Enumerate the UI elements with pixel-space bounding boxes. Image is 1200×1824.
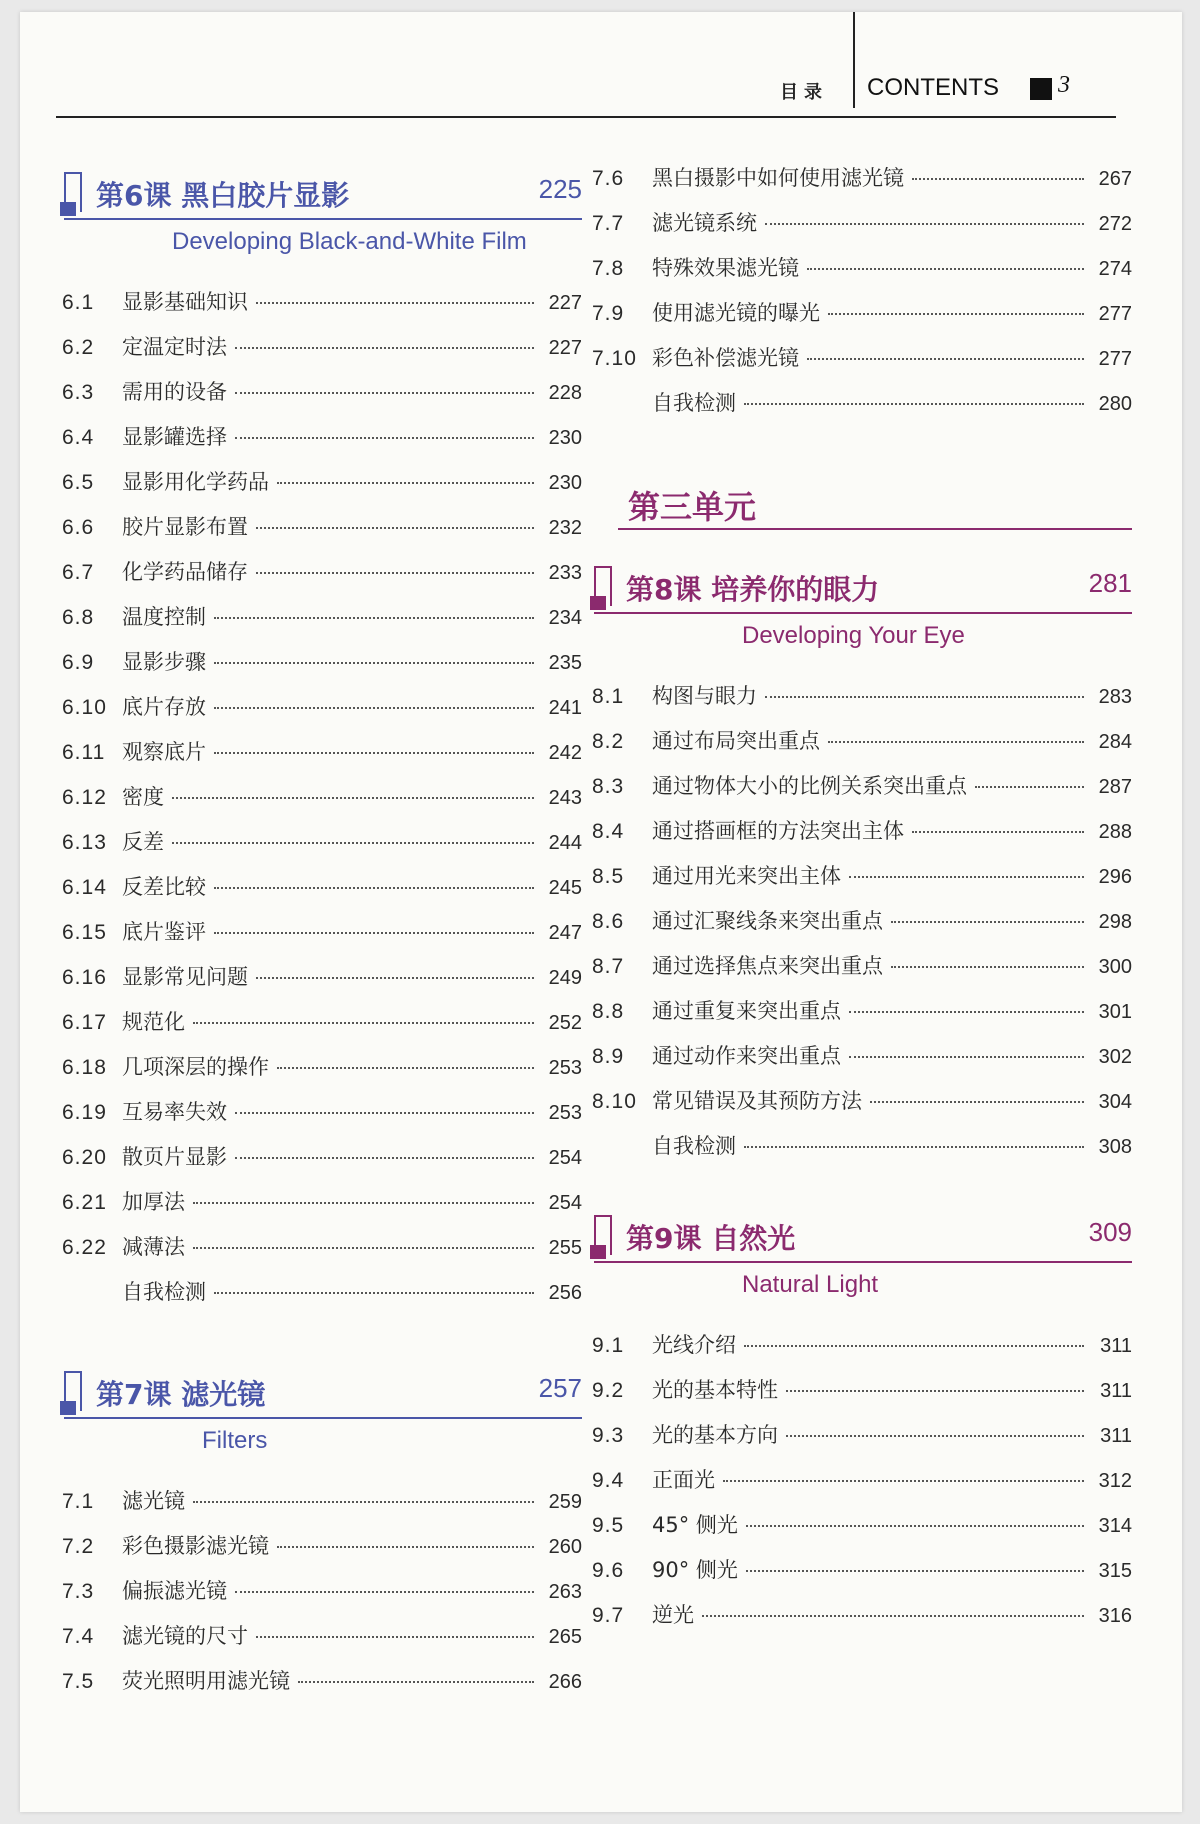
toc-entry-title: 滤光镜系统 bbox=[652, 211, 757, 235]
toc-entry-title: 构图与眼力 bbox=[652, 684, 757, 708]
toc-leader-dots bbox=[786, 1390, 1084, 1392]
toc-entry-page: 230 bbox=[548, 472, 582, 494]
toc-entry bbox=[592, 1374, 1132, 1419]
toc-entry-page: 255 bbox=[548, 1237, 582, 1259]
toc-entry-number: 7.4 bbox=[62, 1625, 95, 1648]
toc-entry bbox=[592, 387, 1132, 432]
toc-entry-number: 6.17 bbox=[62, 1011, 107, 1034]
toc-leader-dots bbox=[891, 921, 1084, 923]
toc-entry-title: 胶片显影布置 bbox=[122, 515, 248, 539]
toc-entry-number: 6.16 bbox=[62, 966, 107, 989]
unit-title: 第三单元 bbox=[628, 488, 757, 526]
toc-entry-page: 308 bbox=[1098, 1136, 1132, 1158]
toc-leader-dots bbox=[744, 403, 1084, 405]
header-title-en: CONTENTS bbox=[867, 74, 999, 101]
toc-entry-number: 8.10 bbox=[592, 1090, 637, 1113]
toc-entry bbox=[592, 770, 1132, 815]
toc-entry bbox=[62, 466, 582, 511]
toc-entry-title: 通过搭画框的方法突出主体 bbox=[652, 819, 904, 843]
toc-leader-dots bbox=[298, 1681, 534, 1683]
lesson-subtitle: Natural Light bbox=[742, 1271, 879, 1298]
toc-entry-title: 彩色补偿滤光镜 bbox=[652, 346, 799, 370]
toc-entry-title: 光线介绍 bbox=[652, 1333, 736, 1357]
toc-leader-dots bbox=[765, 223, 1084, 225]
toc-entry bbox=[62, 781, 582, 826]
toc-entry bbox=[592, 950, 1132, 995]
lesson-9-heading bbox=[592, 1205, 1132, 1297]
lesson-marker-square bbox=[60, 202, 76, 216]
toc-leader-dots bbox=[807, 358, 1084, 360]
lesson-title: 第7课 滤光镜 bbox=[96, 1378, 266, 1411]
toc-entry-page: 267 bbox=[1098, 168, 1132, 190]
toc-leader-dots bbox=[849, 1011, 1084, 1013]
lesson-subtitle: Developing Your Eye bbox=[742, 622, 965, 649]
toc-entry-number: 6.1 bbox=[62, 291, 95, 314]
toc-entry-number: 6.22 bbox=[62, 1236, 107, 1259]
toc-entry-page: 234 bbox=[548, 607, 582, 629]
toc-entry-number: 6.8 bbox=[62, 606, 95, 629]
toc-entry-page: 280 bbox=[1098, 393, 1132, 415]
toc-entry-page: 245 bbox=[548, 877, 582, 899]
toc-entry bbox=[592, 297, 1132, 342]
toc-leader-dots bbox=[235, 1157, 534, 1159]
toc-entry bbox=[592, 1130, 1132, 1175]
toc-entry-page: 243 bbox=[548, 787, 582, 809]
toc-entry-title: 显影基础知识 bbox=[122, 290, 248, 314]
toc-entry-title: 90° 侧光 bbox=[652, 1558, 738, 1582]
toc-leader-dots bbox=[702, 1615, 1084, 1617]
toc-leader-dots bbox=[193, 1022, 534, 1024]
toc-entry-number: 8.2 bbox=[592, 730, 625, 753]
toc-entry-title: 定温定时法 bbox=[122, 335, 227, 359]
toc-entry-title: 偏振滤光镜 bbox=[122, 1579, 227, 1603]
toc-entry bbox=[62, 1485, 582, 1530]
toc-entry-title: 黑白摄影中如何使用滤光镜 bbox=[652, 166, 904, 190]
toc-entry-number: 6.5 bbox=[62, 471, 95, 494]
toc-entry-number: 8.3 bbox=[592, 775, 625, 798]
toc-entry bbox=[592, 1554, 1132, 1599]
toc-leader-dots bbox=[723, 1480, 1084, 1482]
lesson-8-toc bbox=[592, 680, 1132, 1175]
toc-entry-title: 逆光 bbox=[652, 1603, 694, 1627]
toc-entry-number: 7.3 bbox=[62, 1580, 95, 1603]
toc-entry-page: 253 bbox=[548, 1057, 582, 1079]
toc-entry-page: 302 bbox=[1098, 1046, 1132, 1068]
toc-leader-dots bbox=[891, 966, 1084, 968]
toc-entry-title: 滤光镜 bbox=[122, 1489, 185, 1513]
toc-entry-number: 6.3 bbox=[62, 381, 95, 404]
toc-entry-title: 彩色摄影滤光镜 bbox=[122, 1534, 269, 1558]
toc-entry-number: 6.11 bbox=[62, 741, 106, 764]
lesson-subtitle: Developing Black-and-White Film bbox=[172, 228, 527, 255]
toc-entry-page: 265 bbox=[548, 1626, 582, 1648]
lesson-7-heading bbox=[62, 1361, 582, 1453]
toc-entry bbox=[62, 1575, 582, 1620]
header-title-cn: 目录 bbox=[780, 82, 828, 103]
toc-entry-title: 减薄法 bbox=[122, 1235, 185, 1259]
toc-entry-title: 滤光镜的尺寸 bbox=[122, 1624, 248, 1648]
toc-entry bbox=[592, 1599, 1132, 1644]
toc-entry bbox=[592, 342, 1132, 387]
toc-leader-dots bbox=[235, 437, 534, 439]
toc-entry-page: 241 bbox=[548, 697, 582, 719]
header-square-mark bbox=[1030, 78, 1052, 100]
toc-leader-dots bbox=[214, 1292, 534, 1294]
toc-entry-page: 228 bbox=[548, 382, 582, 404]
toc-entry-title: 常见错误及其预防方法 bbox=[652, 1089, 862, 1113]
toc-entry-page: 284 bbox=[1098, 731, 1132, 753]
toc-entry-number: 8.4 bbox=[592, 820, 625, 843]
toc-entry-page: 314 bbox=[1098, 1515, 1132, 1537]
toc-entry-number: 7.6 bbox=[592, 167, 625, 190]
toc-entry-number: 7.9 bbox=[592, 302, 625, 325]
lesson-title: 第6课 黑白胶片显影 bbox=[96, 179, 350, 212]
toc-entry-number: 9.3 bbox=[592, 1424, 625, 1447]
lesson-marker-square bbox=[590, 1245, 606, 1259]
header-divider bbox=[853, 12, 855, 108]
toc-entry-number: 6.21 bbox=[62, 1191, 107, 1214]
toc-entry bbox=[62, 961, 582, 1006]
toc-entry bbox=[62, 916, 582, 961]
toc-leader-dots bbox=[193, 1501, 534, 1503]
toc-entry-number: 9.6 bbox=[592, 1559, 625, 1582]
toc-entry-title: 密度 bbox=[122, 785, 164, 809]
toc-entry-page: 230 bbox=[548, 427, 582, 449]
lesson-7-toc bbox=[62, 1485, 582, 1710]
toc-entry-page: 235 bbox=[548, 652, 582, 674]
toc-entry bbox=[592, 1040, 1132, 1085]
toc-entry-page: 227 bbox=[548, 292, 582, 314]
toc-entry-title: 规范化 bbox=[122, 1010, 185, 1034]
lesson-9-toc bbox=[592, 1329, 1132, 1644]
toc-entry bbox=[592, 995, 1132, 1040]
toc-entry bbox=[62, 826, 582, 871]
toc-entry-page: 254 bbox=[548, 1192, 582, 1214]
toc-entry-title: 通过汇聚线条来突出重点 bbox=[652, 909, 883, 933]
toc-entry-number: 8.1 bbox=[592, 685, 625, 708]
lesson-page: 281 bbox=[1088, 568, 1132, 598]
toc-entry-title: 通过选择焦点来突出重点 bbox=[652, 954, 883, 978]
toc-entry-title: 光的基本方向 bbox=[652, 1423, 778, 1447]
toc-entry-page: 272 bbox=[1098, 213, 1132, 235]
toc-leader-dots bbox=[975, 786, 1084, 788]
header-rule bbox=[56, 116, 1116, 118]
toc-entry-page: 232 bbox=[548, 517, 582, 539]
toc-entry-number: 9.7 bbox=[592, 1604, 625, 1627]
toc-entry bbox=[592, 207, 1132, 252]
toc-entry-title: 显影步骤 bbox=[122, 650, 206, 674]
right-column bbox=[592, 162, 1132, 1644]
toc-entry-page: 312 bbox=[1098, 1470, 1132, 1492]
toc-entry bbox=[62, 1006, 582, 1051]
toc-entry-number: 8.9 bbox=[592, 1045, 625, 1068]
toc-entry bbox=[62, 1186, 582, 1231]
toc-entry-page: 242 bbox=[548, 742, 582, 764]
toc-leader-dots bbox=[256, 1636, 534, 1638]
toc-entry-page: 277 bbox=[1098, 348, 1132, 370]
toc-entry-page: 263 bbox=[548, 1581, 582, 1603]
toc-entry-page: 283 bbox=[1098, 686, 1132, 708]
toc-entry-number: 6.10 bbox=[62, 696, 107, 719]
toc-entry bbox=[592, 162, 1132, 207]
toc-leader-dots bbox=[849, 1056, 1084, 1058]
toc-leader-dots bbox=[746, 1525, 1084, 1527]
toc-entry-number: 6.19 bbox=[62, 1101, 107, 1124]
toc-entry-page: 244 bbox=[548, 832, 582, 854]
toc-entry-page: 296 bbox=[1098, 866, 1132, 888]
toc-entry bbox=[62, 601, 582, 646]
toc-leader-dots bbox=[193, 1202, 534, 1204]
lesson-6-toc bbox=[62, 286, 582, 1321]
toc-leader-dots bbox=[235, 1591, 534, 1593]
toc-entry bbox=[592, 905, 1132, 950]
toc-leader-dots bbox=[765, 696, 1084, 698]
toc-entry-page: 288 bbox=[1098, 821, 1132, 843]
toc-entry-number: 6.15 bbox=[62, 921, 107, 944]
toc-entry-number: 8.5 bbox=[592, 865, 625, 888]
toc-entry-title: 加厚法 bbox=[122, 1190, 185, 1214]
toc-entry-page: 274 bbox=[1098, 258, 1132, 280]
toc-entry-page: 300 bbox=[1098, 956, 1132, 978]
page-number: 3 bbox=[1058, 72, 1070, 98]
toc-entry-number: 7.2 bbox=[62, 1535, 95, 1558]
toc-entry bbox=[62, 1141, 582, 1186]
toc-entry-number: 8.6 bbox=[592, 910, 625, 933]
toc-entry-number: 7.7 bbox=[592, 212, 625, 235]
toc-entry-title: 光的基本特性 bbox=[652, 1378, 778, 1402]
toc-entry bbox=[592, 860, 1132, 905]
toc-entry-number: 6.18 bbox=[62, 1056, 107, 1079]
toc-entry bbox=[62, 1530, 582, 1575]
lesson-rule bbox=[64, 218, 582, 220]
lesson-marker-square bbox=[60, 1401, 76, 1415]
toc-entry-title: 正面光 bbox=[652, 1468, 715, 1492]
toc-leader-dots bbox=[235, 392, 534, 394]
toc-entry-page: 247 bbox=[548, 922, 582, 944]
toc-entry-page: 277 bbox=[1098, 303, 1132, 325]
toc-entry-page: 266 bbox=[548, 1671, 582, 1693]
toc-entry-number: 6.20 bbox=[62, 1146, 107, 1169]
toc-leader-dots bbox=[172, 842, 534, 844]
toc-entry bbox=[62, 556, 582, 601]
toc-entry-title: 通过布局突出重点 bbox=[652, 729, 820, 753]
toc-entry-title: 45° 侧光 bbox=[652, 1513, 738, 1537]
toc-leader-dots bbox=[912, 178, 1084, 180]
toc-leader-dots bbox=[193, 1247, 534, 1249]
toc-entry-title: 温度控制 bbox=[122, 605, 206, 629]
toc-entry-number: 9.5 bbox=[592, 1514, 625, 1537]
toc-entry-title: 荧光照明用滤光镜 bbox=[122, 1669, 290, 1693]
toc-leader-dots bbox=[214, 617, 534, 619]
toc-entry-title: 反差比较 bbox=[122, 875, 206, 899]
toc-entry bbox=[62, 646, 582, 691]
toc-leader-dots bbox=[870, 1101, 1084, 1103]
toc-entry bbox=[62, 871, 582, 916]
toc-leader-dots bbox=[828, 741, 1084, 743]
toc-entry-page: 311 bbox=[1100, 1425, 1132, 1447]
toc-entry bbox=[62, 736, 582, 781]
book-page bbox=[20, 12, 1182, 1812]
toc-leader-dots bbox=[214, 887, 534, 889]
lesson-title: 第8课 培养你的眼力 bbox=[626, 573, 880, 606]
toc-entry bbox=[592, 1419, 1132, 1464]
toc-leader-dots bbox=[256, 572, 534, 574]
toc-leader-dots bbox=[235, 1112, 534, 1114]
lesson-6-heading bbox=[62, 162, 582, 254]
toc-entry-number: 6.6 bbox=[62, 516, 95, 539]
toc-entry-page: 260 bbox=[548, 1536, 582, 1558]
lesson-8-heading bbox=[592, 556, 1132, 648]
toc-entry-page: 301 bbox=[1098, 1001, 1132, 1023]
toc-entry bbox=[62, 331, 582, 376]
toc-entry-title: 互易率失效 bbox=[122, 1100, 227, 1124]
toc-entry bbox=[592, 1509, 1132, 1554]
toc-entry-page: 298 bbox=[1098, 911, 1132, 933]
toc-entry-page: 227 bbox=[548, 337, 582, 359]
toc-entry-title: 特殊效果滤光镜 bbox=[652, 256, 799, 280]
lesson-title: 第9课 自然光 bbox=[626, 1222, 796, 1255]
toc-leader-dots bbox=[746, 1570, 1084, 1572]
lesson-marker-square bbox=[590, 596, 606, 610]
toc-entry-page: 311 bbox=[1100, 1335, 1132, 1357]
toc-entry-number: 6.13 bbox=[62, 831, 107, 854]
toc-leader-dots bbox=[172, 797, 534, 799]
toc-leader-dots bbox=[807, 268, 1084, 270]
toc-entry-page: 252 bbox=[548, 1012, 582, 1034]
toc-entry-title: 底片鉴评 bbox=[122, 920, 206, 944]
toc-entry-number: 6.2 bbox=[62, 336, 95, 359]
toc-leader-dots bbox=[277, 482, 534, 484]
toc-entry-number: 6.12 bbox=[62, 786, 107, 809]
toc-entry bbox=[62, 1096, 582, 1141]
toc-entry-title: 通过物体大小的比例关系突出重点 bbox=[652, 774, 967, 798]
toc-leader-dots bbox=[849, 876, 1084, 878]
toc-entry bbox=[62, 1051, 582, 1096]
lesson-rule bbox=[64, 1417, 582, 1419]
toc-leader-dots bbox=[256, 977, 534, 979]
toc-entry-page: 311 bbox=[1100, 1380, 1132, 1402]
toc-leader-dots bbox=[786, 1435, 1084, 1437]
toc-entry-page: 304 bbox=[1098, 1091, 1132, 1113]
toc-entry bbox=[592, 725, 1132, 770]
toc-entry-title: 反差 bbox=[122, 830, 164, 854]
toc-entry-title: 显影罐选择 bbox=[122, 425, 227, 449]
lesson-page: 309 bbox=[1088, 1217, 1132, 1247]
toc-leader-dots bbox=[277, 1067, 534, 1069]
toc-leader-dots bbox=[214, 662, 534, 664]
toc-entry bbox=[592, 680, 1132, 725]
toc-leader-dots bbox=[214, 752, 534, 754]
unit-3-heading bbox=[592, 478, 1132, 538]
toc-leader-dots bbox=[256, 302, 534, 304]
toc-entry-page: 233 bbox=[548, 562, 582, 584]
toc-entry bbox=[62, 286, 582, 331]
toc-entry-page: 287 bbox=[1098, 776, 1132, 798]
toc-entry-page: 316 bbox=[1098, 1605, 1132, 1627]
toc-entry-number: 8.8 bbox=[592, 1000, 625, 1023]
toc-leader-dots bbox=[214, 932, 534, 934]
toc-entry-title: 通过动作来突出重点 bbox=[652, 1044, 841, 1068]
toc-entry-title: 通过用光来突出主体 bbox=[652, 864, 841, 888]
toc-entry-title: 观察底片 bbox=[122, 740, 206, 764]
lesson-rule bbox=[594, 1261, 1132, 1263]
toc-entry-number: 7.10 bbox=[592, 347, 637, 370]
toc-entry-number: 7.8 bbox=[592, 257, 625, 280]
lesson-7-toc-continued bbox=[592, 162, 1132, 432]
toc-entry-number: 8.7 bbox=[592, 955, 625, 978]
toc-entry-number: 9.1 bbox=[592, 1334, 625, 1357]
toc-entry bbox=[592, 1464, 1132, 1509]
toc-entry-number: 6.14 bbox=[62, 876, 107, 899]
toc-leader-dots bbox=[235, 347, 534, 349]
toc-entry-page: 256 bbox=[548, 1282, 582, 1304]
toc-leader-dots bbox=[277, 1546, 534, 1548]
toc-entry bbox=[592, 252, 1132, 297]
toc-entry bbox=[62, 691, 582, 736]
toc-entry-title: 显影常见问题 bbox=[122, 965, 248, 989]
lesson-rule bbox=[594, 612, 1132, 614]
toc-leader-dots bbox=[256, 527, 534, 529]
toc-entry-title: 使用滤光镜的曝光 bbox=[652, 301, 820, 325]
toc-entry-title: 自我检测 bbox=[652, 1134, 736, 1158]
toc-entry bbox=[62, 1620, 582, 1665]
left-column bbox=[62, 162, 582, 1710]
toc-entry-number: 6.4 bbox=[62, 426, 95, 449]
toc-leader-dots bbox=[214, 707, 534, 709]
toc-entry-page: 315 bbox=[1098, 1560, 1132, 1582]
toc-entry-title: 自我检测 bbox=[652, 391, 736, 415]
toc-entry-title: 自我检测 bbox=[122, 1280, 206, 1304]
toc-entry bbox=[592, 1085, 1132, 1130]
toc-entry bbox=[592, 1329, 1132, 1374]
toc-entry-title: 通过重复来突出重点 bbox=[652, 999, 841, 1023]
toc-entry bbox=[62, 511, 582, 556]
toc-entry bbox=[62, 421, 582, 466]
toc-entry-number: 7.1 bbox=[62, 1490, 95, 1513]
toc-leader-dots bbox=[912, 831, 1084, 833]
toc-entry-title: 需用的设备 bbox=[122, 380, 227, 404]
toc-entry-number: 6.9 bbox=[62, 651, 95, 674]
toc-leader-dots bbox=[744, 1146, 1084, 1148]
toc-entry-page: 253 bbox=[548, 1102, 582, 1124]
toc-entry-number: 6.7 bbox=[62, 561, 95, 584]
toc-entry-page: 249 bbox=[548, 967, 582, 989]
toc-entry-title: 化学药品储存 bbox=[122, 560, 248, 584]
toc-entry-number: 9.4 bbox=[592, 1469, 625, 1492]
toc-entry-title: 几项深层的操作 bbox=[122, 1055, 269, 1079]
toc-entry-title: 散页片显影 bbox=[122, 1145, 227, 1169]
lesson-page: 225 bbox=[538, 174, 582, 204]
toc-entry-page: 254 bbox=[548, 1147, 582, 1169]
toc-entry bbox=[62, 1665, 582, 1710]
lesson-page: 257 bbox=[538, 1373, 582, 1403]
toc-entry bbox=[62, 376, 582, 421]
toc-leader-dots bbox=[828, 313, 1084, 315]
toc-entry bbox=[62, 1276, 582, 1321]
lesson-subtitle: Filters bbox=[202, 1427, 268, 1454]
toc-entry-title: 显影用化学药品 bbox=[122, 470, 269, 494]
toc-entry-page: 259 bbox=[548, 1491, 582, 1513]
toc-entry-number: 7.5 bbox=[62, 1670, 95, 1693]
toc-entry-title: 底片存放 bbox=[122, 695, 206, 719]
toc-entry bbox=[62, 1231, 582, 1276]
toc-entry bbox=[592, 815, 1132, 860]
toc-entry-number: 9.2 bbox=[592, 1379, 625, 1402]
unit-rule bbox=[618, 528, 1132, 530]
toc-leader-dots bbox=[744, 1345, 1084, 1347]
